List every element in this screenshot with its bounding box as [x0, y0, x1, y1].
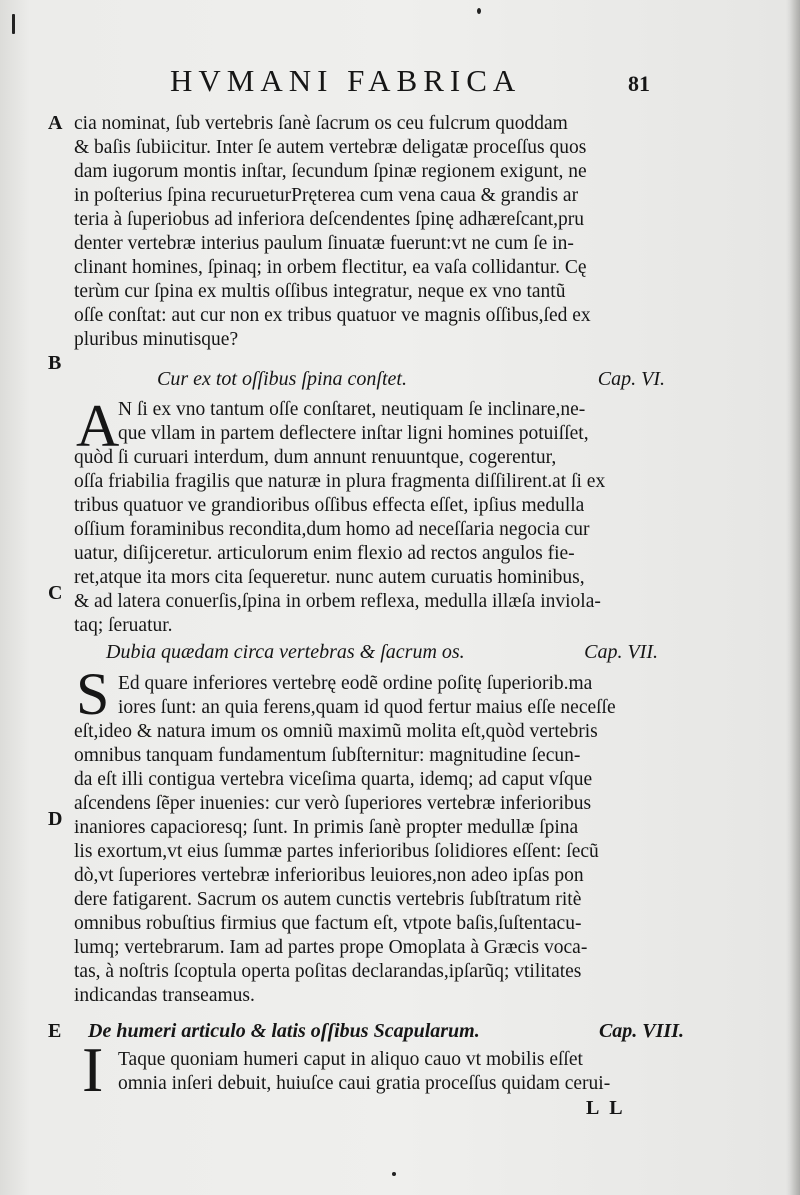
- page-edge-shadow: [786, 0, 800, 1195]
- margin-letter-d: D: [48, 808, 63, 830]
- text-line: teria à ſuperiobus ad inferiora deſcendentes ſpinę adhæreſcant,pru: [74, 209, 585, 230]
- chapter-8-number: Cap. VIII.: [598, 1020, 684, 1042]
- text-line: dò,vt ſuperiores vertebræ inferioribus leuiores,non adeo ipſas pon: [74, 865, 584, 886]
- margin-letter-b: B: [48, 352, 62, 374]
- text-line: Taque quoniam humeri caput in aliquo cauo vt mobilis eſſet: [118, 1049, 583, 1070]
- text-line: pluribus minutisque?: [74, 329, 239, 350]
- chapter-7-number: Cap. VII.: [584, 641, 658, 663]
- dropcap-i: I: [82, 1034, 104, 1105]
- text-line: taq; ſeruatur.: [74, 615, 173, 636]
- text-line: omnia inſeri debuit, huiuſce caui gratia proceſſus quidam cerui-: [118, 1073, 611, 1094]
- text-line: dere fatigarent. Sacrum os autem cunctis vertebris ſubſtratum ritè: [74, 889, 582, 910]
- text-line: que vllam in partem deflectere inſtar ligni homines potuiſſet,: [118, 423, 589, 444]
- text-line: lis exortum,vt eius ſummæ partes inferioribus ſolidiores eſſent: ſecũ: [74, 841, 599, 862]
- text-line: inaniores capacioresq; ſunt. In primis ſanè propter medullæ ſpina: [74, 817, 579, 838]
- text-line: da eſt illi contigua vertebra viceſima quarta, idemq; ad caput vſque: [74, 769, 593, 790]
- text-line: tas, à noſtris ſcoptula operta poſitas declarandas,ipſarũq; vtilitates: [74, 961, 582, 982]
- paper-speck: [12, 14, 15, 34]
- text-line: tribus quatuor ve grandioribus oſſibus effecta eſſet, ipſius medulla: [74, 495, 585, 516]
- text-line: clinant homines, ſpinaq; in orbem flectitur, ea vaſa collidantur. Cę: [74, 257, 587, 278]
- text-line: iores ſunt: an quia ferens,quam id quod fertur maius eſſe neceſſe: [118, 697, 616, 718]
- text-line: Ed quare inferiores vertebrę eodẽ ordine poſitę ſuperiorib.ma: [118, 673, 593, 694]
- text-line: terùm cur ſpina ex multis oſſibus integratur, neque ex vno tantũ: [74, 281, 566, 302]
- margin-letter-a: A: [48, 112, 63, 134]
- dropcap-s: S: [76, 661, 110, 727]
- text-line: uatur, diſijceretur. articulorum enim flexio ad rectos angulos fie-: [74, 543, 575, 564]
- text-line: & ad latera conuerſis,ſpina in orbem reflexa, medulla illæſa inviola-: [74, 591, 601, 612]
- margin-letter-e: E: [48, 1020, 62, 1042]
- text-line: N ſi ex vno tantum oſſe conſtaret, neutiquam ſe inclinare,ne-: [118, 399, 586, 420]
- page-number: 81: [628, 71, 650, 96]
- text-line: ret,atque ita mors cita ſequeretur. nunc autem curuatis hominibus,: [74, 567, 585, 588]
- dropcap-a: A: [76, 393, 120, 459]
- catchword: L L: [586, 1097, 626, 1119]
- text-line: cia nominat, ſub vertebris ſanè ſacrum os ceu fulcrum quoddam: [74, 113, 568, 134]
- chapter-6-title: Cur ex tot oſſibus ſpina conſtet.: [157, 368, 407, 390]
- paper-speck: [392, 1172, 396, 1176]
- running-head: HVMANI FABRICA: [170, 63, 522, 98]
- text-line: in poſterius ſpina recurueturPręterea cum vena caua & grandis ar: [74, 185, 579, 206]
- text-line: aſcendens ſẽper inuenies: cur verò ſuperiores vertebræ inferioribus: [74, 793, 592, 814]
- text-line: oſſe conſtat: aut cur non ex tribus quatuor ve magnis oſſibus,ſed ex: [74, 305, 591, 326]
- text-line: oſſium foraminibus recondita,dum homo ad neceſſaria negocia cur: [74, 519, 590, 540]
- text-line: & baſis ſubiicitur. Inter ſe autem vertebræ deligatæ proceſſus quos: [74, 137, 587, 158]
- chapter-6-number: Cap. VI.: [597, 368, 665, 390]
- chapter-7-title: Dubia quædam circa vertebras & ſacrum os.: [106, 641, 465, 663]
- text-line: quòd ſi curuari interdum, dum annunt renuuntque, cogerentur,: [74, 447, 557, 468]
- text-line: oſſa friabilia fragilis que naturæ in plura fragmenta diſſilirent.at ſi ex: [74, 471, 606, 492]
- text-line: omnibus robuſtius firmius que factum eſt, vtpote baſis,ſuſtentacu-: [74, 913, 582, 934]
- chapter-8-title: De humeri articulo & latis oſſibus Scapularum.: [88, 1020, 480, 1042]
- text-line: denter vertebræ interius paulum ſinuatæ fuerunt:vt ne cum ſe in-: [74, 233, 574, 254]
- paper-speck: [477, 8, 481, 14]
- text-line: lumq; vertebrarum. Iam ad partes prope Omoplata à Græcis voca-: [74, 937, 588, 958]
- text-line: dam iugorum montis inſtar, ſecundum ſpinæ regionem exigunt, ne: [74, 161, 587, 182]
- text-line: omnibus tanquam fundamentum ſubſternitur: magnitudine ſecun-: [74, 745, 581, 766]
- margin-letter-c: C: [48, 582, 63, 604]
- text-line: eſt,ideo & natura imum os omniũ maximũ molita eſt,quòd vertebris: [74, 721, 598, 742]
- text-line: indicandas transeamus.: [74, 985, 255, 1006]
